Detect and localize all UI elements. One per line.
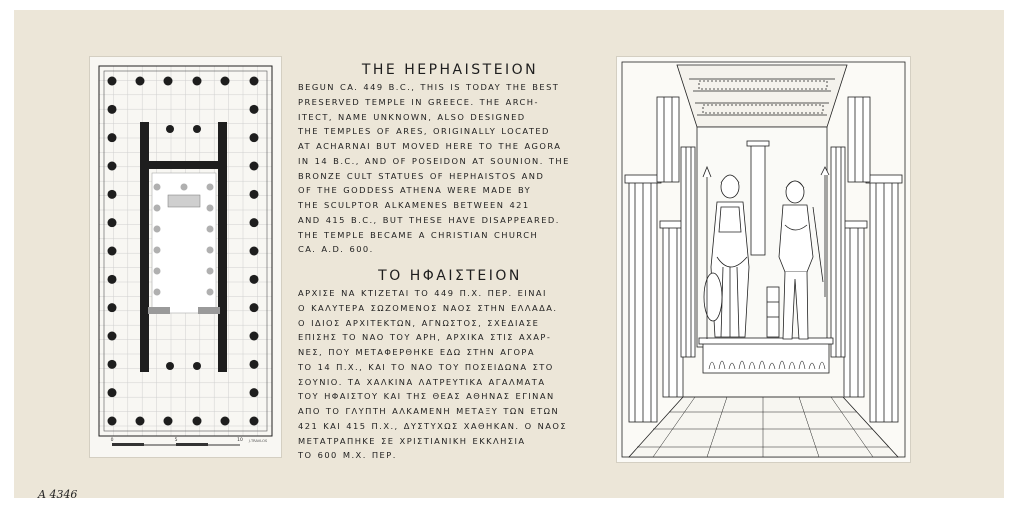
peristyle-column — [250, 417, 259, 426]
temple-interior-drawing — [617, 57, 910, 462]
english-line: AT ACHARNAI BUT MOVED HERE TO THE AGORA — [298, 141, 562, 151]
peristyle-column — [250, 360, 259, 369]
opisthodomos-anta-left — [148, 307, 170, 314]
greek-line: ΑΠΟ ΤΟ ΓΛΥΠΤΗ ΑΛΚΑΜΕΝΗ ΜΕΤΑΞΥ ΤΩΝ ΕΤΩΝ — [298, 406, 560, 416]
opisthodomos-column — [193, 362, 201, 370]
statue-base-top — [699, 338, 833, 344]
temple-floor-plan — [90, 57, 281, 457]
interior-column — [154, 268, 161, 275]
peristyle-column — [108, 77, 117, 86]
interior-column — [154, 205, 161, 212]
opisthodomos-anta-right — [198, 307, 220, 314]
peristyle-column — [250, 388, 259, 397]
interior-column — [207, 226, 214, 233]
peristyle-column — [250, 247, 259, 256]
peristyle-column — [108, 275, 117, 284]
plan-credit: J.TRAVLOS — [248, 439, 268, 443]
peristyle-column — [108, 162, 117, 171]
peristyle-column — [250, 77, 259, 86]
greek-line: ΤΟ 14 Π.Χ., ΚΑΙ ΤΟ ΝΑΟ ΤΟΥ ΠΟΣΕΙΔΩΝΑ ΣΤΟ — [298, 361, 554, 372]
peristyle-column — [250, 133, 259, 142]
back-column — [751, 145, 765, 255]
peristyle-column — [108, 332, 117, 341]
cella-interior — [152, 173, 216, 313]
back-column-capital — [747, 141, 769, 146]
greek-line: ΝΕΣ, ΠΟΥ ΜΕΤΑΦΕΡΘΗΚΕ ΕΔΩ ΣΤΗΝ ΑΓΟΡΑ — [298, 347, 535, 357]
interior-column — [207, 205, 214, 212]
english-line: THE SCULPTOR ALKAMENES BETWEEN 421 — [298, 200, 530, 210]
scale-bar-segment — [176, 443, 208, 446]
peristyle-column — [193, 417, 202, 426]
peristyle-column — [164, 417, 173, 426]
english-title: THE HEPHAISTEION — [361, 62, 539, 78]
greek-line: Ο ΚΑΛΥΤΕΡΑ ΣΩΖΟΜΕΝΟΣ ΝΑΟΣ ΣΤΗΝ ΕΛΛΑΔΑ. — [298, 302, 558, 313]
interior-column — [154, 184, 161, 191]
english-line: IN 14 B.C., AND OF POSEIDON AT SOUNION. THE — [298, 155, 570, 166]
scale-label: 5 — [174, 438, 178, 443]
peristyle-column — [108, 360, 117, 369]
floor — [629, 397, 898, 457]
peristyle-column — [108, 303, 117, 312]
floor-plan-panel — [89, 56, 282, 458]
peristyle-column — [250, 105, 259, 114]
greek-title: ΤΟ ΗΦΑΙΣΤΕΙΟΝ — [378, 268, 522, 284]
statue-base — [168, 195, 200, 207]
peristyle-column — [250, 303, 259, 312]
scale-label: 10 — [237, 438, 243, 443]
scale-label: 0 — [110, 438, 114, 443]
english-line: CA. A.D. 600. — [298, 244, 374, 255]
greek-line: Ο ΙΔΙΟΣ ΑΡΧΙΤΕΚΤΩΝ, ΑΓΝΩΣΤΟΣ, ΣΧΕΔΙΑΣΕ — [298, 317, 540, 328]
english-description — [298, 80, 610, 257]
peristyle-column — [250, 218, 259, 227]
peristyle-column — [250, 332, 259, 341]
peristyle-column — [136, 417, 145, 426]
cella-wall-right — [218, 122, 227, 372]
peristyle-column — [250, 190, 259, 199]
interior-column — [207, 184, 214, 191]
interior-column — [207, 268, 214, 275]
english-line: AND 415 B.C., BUT THESE HAVE DISAPPEARED. — [298, 214, 560, 225]
peristyle-column — [108, 105, 117, 114]
peristyle-column — [221, 77, 230, 86]
greek-line: ΜΕΤΑΤΡΑΠΗΚΕ ΣΕ ΧΡΙΣΤΙΑΝΙΚΗ ΕΚΚΛΗΣΙΑ — [298, 435, 526, 446]
cella-front-wall — [140, 161, 227, 169]
english-line: BEGUN CA. 449 B.C., THIS IS TODAY THE BEST — [298, 82, 560, 92]
peristyle-column — [250, 162, 259, 171]
opisthodomos-column — [166, 362, 174, 370]
english-line: BRONZE CULT STATUES OF HEPHAISTOS AND — [298, 170, 545, 181]
peristyle-column — [108, 190, 117, 199]
catalog-number: A 4346 — [38, 488, 78, 501]
left-colonnade — [625, 97, 695, 422]
peristyle-column — [108, 388, 117, 397]
peristyle-column — [164, 77, 173, 86]
peristyle-column — [108, 218, 117, 227]
english-line: OF THE GODDESS ATHENA WERE MADE BY — [298, 185, 532, 196]
pronaos-column — [193, 125, 201, 133]
peristyle-column — [221, 417, 230, 426]
cella-wall-left — [140, 122, 149, 372]
interior-drawing-panel — [616, 56, 911, 463]
interior-column — [207, 289, 214, 296]
greek-description — [298, 286, 610, 463]
english-line: THE TEMPLES OF ARES, ORIGINALLY LOCATED — [298, 126, 550, 137]
english-line: PRESERVED TEMPLE IN GREECE. THE ARCH- — [298, 96, 539, 107]
interior-column — [154, 226, 161, 233]
interior-column — [181, 184, 188, 191]
peristyle-column — [108, 247, 117, 256]
greek-line: ΕΠΙΣΗΣ ΤΟ ΝΑΟ ΤΟΥ ΑΡΗ, ΑΡΧΙΚΑ ΣΤΙΣ ΑΧΑΡ- — [298, 332, 552, 343]
pronaos-column — [166, 125, 174, 133]
interior-column — [154, 289, 161, 296]
peristyle-column — [250, 275, 259, 284]
peristyle-column — [108, 417, 117, 426]
interior-column — [207, 247, 214, 254]
peristyle-column — [136, 77, 145, 86]
coffered-ceiling — [677, 65, 847, 127]
greek-line: ΣΟΥΝΙΟ. ΤΑ ΧΑΛΚΙΝΑ ΛΑΤΡΕΥΤΙΚΑ ΑΓΑΛΜΑΤΑ — [298, 376, 546, 387]
english-line: ITECT, NAME UNKNOWN, ALSO DESIGNED — [298, 111, 526, 122]
english-line: THE TEMPLE BECAME A CHRISTIAN CHURCH — [298, 229, 539, 240]
scale-bar-segment — [112, 443, 144, 446]
greek-line: 421 ΚΑΙ 415 Π.Χ., ΔΥΣΤΥΧΩΣ ΧΑΘΗΚΑΝ. Ο ΝΑΟΣ — [298, 420, 568, 431]
interior-column — [154, 247, 161, 254]
greek-line: ΤΟ 600 Μ.Χ. ΠΕΡ. — [298, 450, 397, 461]
statue-base — [703, 343, 829, 373]
greek-line: ΤΟΥ ΗΦΑΙΣΤΟΥ ΚΑΙ ΤΗΣ ΘΕΑΣ ΑΘΗΝΑΣ ΕΓΙΝΑΝ — [298, 391, 555, 402]
peristyle-column — [108, 133, 117, 142]
peristyle-column — [193, 77, 202, 86]
right-colonnade — [831, 97, 902, 422]
greek-line: ΑΡΧΙΣΕ ΝΑ ΚΤΙΖΕΤΑΙ ΤΟ 449 Π.Χ. ΠΕΡ. ΕΙΝΑΙ — [298, 288, 547, 298]
